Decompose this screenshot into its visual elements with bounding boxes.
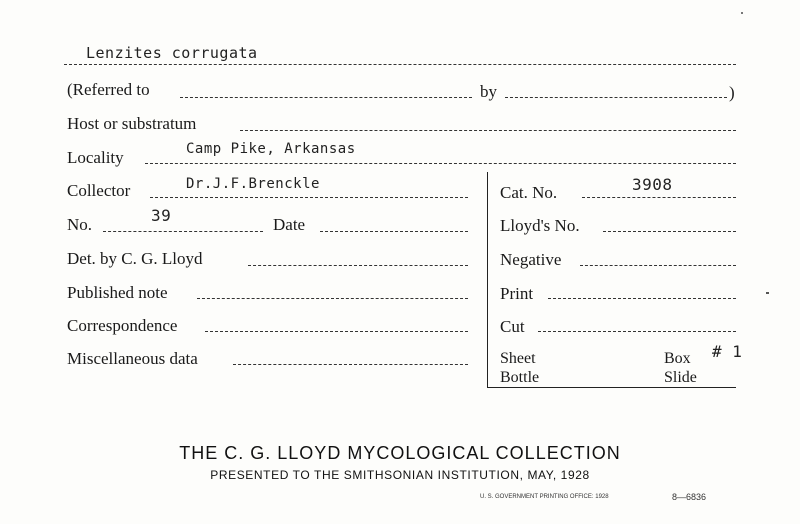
collector-label: Collector bbox=[67, 181, 131, 200]
collection-title: THE C. G. LLOYD MYCOLOGICAL COLLECTION bbox=[179, 443, 621, 463]
cat-no-value: 3908 bbox=[632, 175, 673, 194]
locality-label: Locality bbox=[67, 148, 124, 167]
box-value: # 1 bbox=[712, 342, 743, 361]
lloyds-no-line bbox=[603, 231, 736, 232]
cut-line bbox=[538, 331, 736, 332]
correspondence-line bbox=[205, 331, 468, 332]
by-line bbox=[505, 97, 727, 98]
cat-no-line bbox=[582, 197, 736, 198]
no-line bbox=[103, 231, 263, 232]
collector-line bbox=[150, 197, 468, 198]
det-by-line bbox=[248, 265, 468, 266]
printer-note: U. S. GOVERNMENT PRINTING OFFICE: 1928 bbox=[480, 494, 609, 500]
no-value: 39 bbox=[151, 206, 172, 225]
host-label: Host or substratum bbox=[67, 114, 197, 133]
species-name: Lenzites corrugata bbox=[86, 44, 258, 62]
det-by-label: Det. by C. G. Lloyd bbox=[67, 249, 203, 268]
by-label: by bbox=[480, 82, 497, 101]
misc-label: Miscellaneous data bbox=[67, 349, 198, 368]
referred-to-label: (Referred to bbox=[67, 80, 150, 99]
locality-line bbox=[145, 163, 736, 164]
box-bottom-rule bbox=[487, 387, 736, 388]
no-label: No. bbox=[67, 215, 93, 234]
bottle-label: Bottle bbox=[500, 369, 540, 386]
collector-value: Dr.J.F.Brenckle bbox=[186, 176, 320, 192]
published-line bbox=[197, 298, 468, 299]
misc-line bbox=[233, 364, 468, 365]
scan-speck bbox=[741, 12, 743, 14]
locality-value: Camp Pike, Arkansas bbox=[186, 141, 356, 157]
scan-speck bbox=[766, 292, 769, 294]
negative-label: Negative bbox=[500, 250, 562, 269]
form-code: 8—6836 bbox=[672, 492, 707, 502]
box-label: Box bbox=[664, 350, 691, 367]
lloyds-no-label: Lloyd's No. bbox=[500, 216, 580, 235]
box-left-rule bbox=[487, 172, 488, 388]
print-label: Print bbox=[500, 284, 534, 303]
slide-label: Slide bbox=[664, 369, 697, 386]
sheet-label: Sheet bbox=[500, 350, 536, 367]
print-line bbox=[548, 298, 736, 299]
species-line bbox=[64, 64, 736, 65]
correspondence-label: Correspondence bbox=[67, 316, 178, 335]
referred-to-line bbox=[180, 97, 472, 98]
date-line bbox=[320, 231, 468, 232]
collection-subtitle: PRESENTED TO THE SMITHSONIAN INSTITUTION, MAY, 1928 bbox=[210, 468, 590, 482]
published-label: Published note bbox=[67, 283, 168, 302]
negative-line bbox=[580, 265, 736, 266]
close-paren: ) bbox=[729, 83, 735, 102]
host-line bbox=[240, 130, 736, 131]
date-label: Date bbox=[273, 215, 306, 234]
cut-label: Cut bbox=[500, 317, 525, 336]
cat-no-label: Cat. No. bbox=[500, 183, 558, 202]
